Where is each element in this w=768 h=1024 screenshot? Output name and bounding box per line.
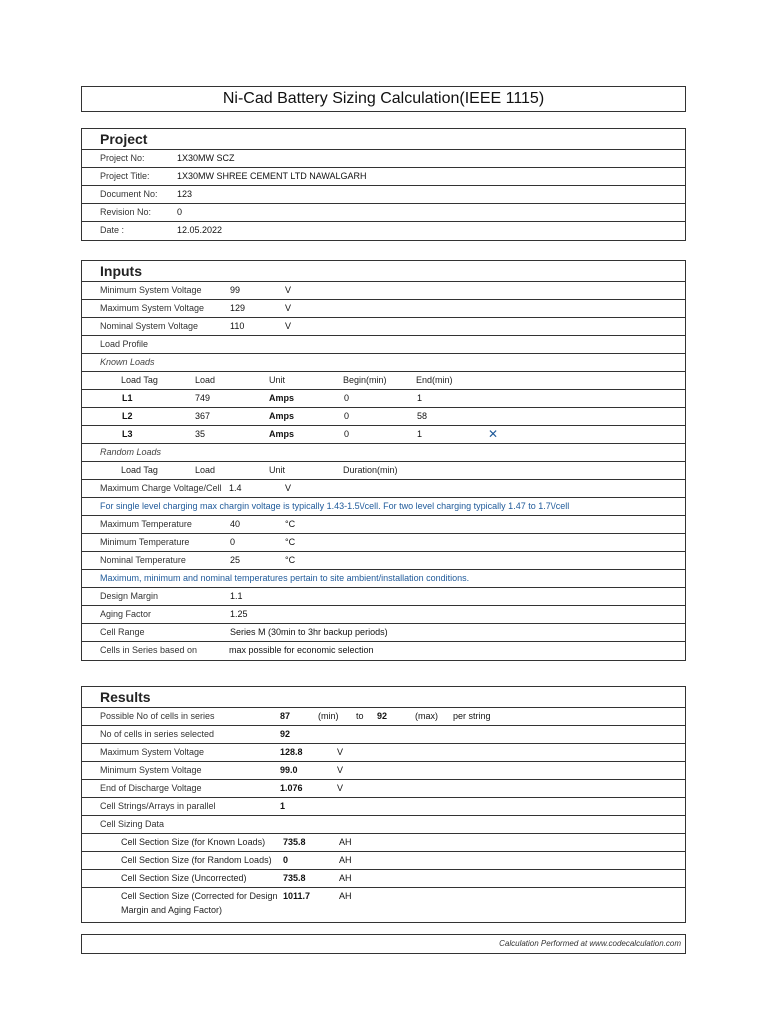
max-temperature-row xyxy=(82,516,685,534)
uncorrected-size-value: 735.8 xyxy=(283,873,306,883)
corrected-size-unit: AH xyxy=(339,891,352,901)
date-row xyxy=(82,222,685,240)
corrected-size-label-line2: Margin and Aging Factor) xyxy=(121,905,223,915)
revision-no-label: Revision No: xyxy=(100,207,152,217)
project-no-row xyxy=(82,150,685,168)
cells-selected-value: 92 xyxy=(280,729,291,739)
design-margin-label: Design Margin xyxy=(100,591,159,601)
document-no-label: Document No: xyxy=(100,189,158,199)
cells-series-select[interactable]: max possible for economic selection xyxy=(229,645,374,655)
min-system-voltage-label: Minimum System Voltage xyxy=(100,285,202,295)
strings-label: Cell Strings/Arrays in parallel xyxy=(100,801,216,811)
project-heading: Project xyxy=(82,129,685,150)
revision-no-value: 0 xyxy=(177,207,183,217)
random-size-row xyxy=(82,852,685,870)
known-loads-header-unit: Unit xyxy=(269,375,286,385)
cells-selected-row xyxy=(82,726,685,744)
cells-series-row xyxy=(82,642,685,660)
footer-credit: Calculation Performed at www.codecalculation.com xyxy=(81,934,686,954)
known-load-tag[interactable]: L3 xyxy=(122,429,133,439)
known-load-tag[interactable]: L2 xyxy=(122,411,133,421)
aging-factor-row xyxy=(82,606,685,624)
known-load-unit[interactable]: Amps xyxy=(269,429,295,439)
max-system-voltage-label: Maximum System Voltage xyxy=(100,303,205,313)
result-max-voltage-row xyxy=(82,744,685,762)
possible-cells-min: 87 xyxy=(280,711,291,721)
nom-temperature-row xyxy=(82,552,685,570)
date-value: 12.05.2022 xyxy=(177,225,223,235)
revision-no-row xyxy=(82,204,685,222)
min-temperature-value[interactable]: 0 xyxy=(230,537,236,547)
max-charge-voltage-row xyxy=(82,480,685,498)
sizing-data-row xyxy=(82,816,685,834)
max-system-voltage-row xyxy=(82,300,685,318)
random-loads-header-tag: Load Tag xyxy=(121,465,158,475)
eod-voltage-unit: V xyxy=(337,783,344,793)
max-charge-voltage-value[interactable]: 1.4 xyxy=(229,483,242,493)
known-load-row xyxy=(82,390,685,408)
known-load-row xyxy=(82,426,685,444)
known-loads-header-tag: Load Tag xyxy=(121,375,158,385)
known-load-begin[interactable]: 0 xyxy=(344,429,350,439)
max-system-voltage-value[interactable]: 129 xyxy=(230,303,246,313)
max-charge-voltage-unit: V xyxy=(285,483,292,493)
min-temperature-unit: °C xyxy=(285,537,296,547)
project-title-value: 1X30MW SHREE CEMENT LTD NAWALGARH xyxy=(177,171,367,181)
cell-range-row xyxy=(82,624,685,642)
corrected-size-label-line1: Cell Section Size (Corrected for Design xyxy=(121,891,278,901)
result-min-voltage-row xyxy=(82,762,685,780)
known-load-end[interactable]: 1 xyxy=(417,393,423,403)
cell-range-select[interactable]: Series M (30min to 3hr backup periods) xyxy=(230,627,388,637)
result-min-voltage-unit: V xyxy=(337,765,344,775)
possible-cells-label: Possible No of cells in series xyxy=(100,711,215,721)
nom-system-voltage-value[interactable]: 110 xyxy=(230,321,245,331)
nom-temperature-unit: °C xyxy=(285,555,296,565)
possible-cells-to: to xyxy=(356,711,364,721)
min-system-voltage-value[interactable]: 99 xyxy=(230,285,241,295)
inputs-section xyxy=(81,260,686,661)
delete-row-icon[interactable]: ✕ xyxy=(488,427,499,441)
known-loads-header-load: Load xyxy=(195,375,216,385)
known-load-value[interactable]: 749 xyxy=(195,393,211,403)
date-label: Date : xyxy=(100,225,125,235)
max-temperature-value[interactable]: 40 xyxy=(230,519,241,529)
temperature-note-row xyxy=(82,570,685,588)
project-section xyxy=(81,128,686,241)
nom-system-voltage-unit: V xyxy=(285,321,292,331)
result-min-voltage-value: 99.0 xyxy=(280,765,298,775)
known-load-tag[interactable]: L1 xyxy=(122,393,133,403)
known-size-value: 735.8 xyxy=(283,837,306,847)
known-load-value[interactable]: 367 xyxy=(195,411,211,421)
eod-voltage-value: 1.076 xyxy=(280,783,303,793)
cells-selected-label: No of cells in series selected xyxy=(100,729,215,739)
random-loads-header-duration: Duration(min) xyxy=(343,465,398,475)
max-system-voltage-unit: V xyxy=(285,303,292,313)
possible-cells-max: 92 xyxy=(377,711,388,721)
project-no-value: 1X30MW SCZ xyxy=(177,153,235,163)
known-loads-label: Known Loads xyxy=(100,357,155,367)
corrected-size-row xyxy=(82,888,685,922)
eod-voltage-label: End of Discharge Voltage xyxy=(100,783,202,793)
random-size-label: Cell Section Size (for Random Loads) xyxy=(121,855,272,865)
known-load-begin[interactable]: 0 xyxy=(344,393,350,403)
known-loads-header-begin: Begin(min) xyxy=(343,375,387,385)
cell-range-label: Cell Range xyxy=(100,627,145,637)
aging-factor-value[interactable]: 1.25 xyxy=(230,609,248,619)
result-max-voltage-label: Maximum System Voltage xyxy=(100,747,205,757)
random-loads-header-row xyxy=(82,462,685,480)
uncorrected-size-row xyxy=(82,870,685,888)
document-no-value: 123 xyxy=(177,189,193,199)
design-margin-row xyxy=(82,588,685,606)
known-load-begin[interactable]: 0 xyxy=(344,411,350,421)
random-loads-header-unit: Unit xyxy=(269,465,286,475)
known-load-unit[interactable]: Amps xyxy=(269,411,295,421)
load-profile-label: Load Profile xyxy=(100,339,149,349)
sizing-data-label: Cell Sizing Data xyxy=(100,819,165,829)
results-heading: Results xyxy=(82,687,685,708)
known-load-end[interactable]: 1 xyxy=(417,429,423,439)
max-temperature-label: Maximum Temperature xyxy=(100,519,192,529)
min-temperature-label: Minimum Temperature xyxy=(100,537,190,547)
min-system-voltage-row xyxy=(82,282,685,300)
strings-row xyxy=(82,798,685,816)
random-size-value: 0 xyxy=(283,855,289,865)
cells-series-label: Cells in Series based on xyxy=(100,645,198,655)
known-size-unit: AH xyxy=(339,837,352,847)
project-title-row xyxy=(82,168,685,186)
known-load-row xyxy=(82,408,685,426)
max-charge-voltage-label: Maximum Charge Voltage/Cell xyxy=(100,483,222,493)
temperature-note: Maximum, minimum and nominal temperatures pertain to site ambient/installation conditions. xyxy=(100,573,470,583)
aging-factor-label: Aging Factor xyxy=(100,609,152,619)
result-max-voltage-unit: V xyxy=(337,747,344,757)
result-min-voltage-label: Minimum System Voltage xyxy=(100,765,202,775)
uncorrected-size-unit: AH xyxy=(339,873,352,883)
known-size-row xyxy=(82,834,685,852)
nom-system-voltage-label: Nominal System Voltage xyxy=(100,321,199,331)
known-load-unit[interactable]: Amps xyxy=(269,393,295,403)
nom-temperature-value[interactable]: 25 xyxy=(230,555,241,565)
random-size-unit: AH xyxy=(339,855,352,865)
possible-cells-row xyxy=(82,708,685,726)
uncorrected-size-label: Cell Section Size (Uncorrected) xyxy=(121,873,247,883)
project-title-label: Project Title: xyxy=(100,171,150,181)
known-loads-header-row xyxy=(82,372,685,390)
charge-note: For single level charging max chargin voltage is typically 1.43-1.5\/cell. For two level charging typically 1.47 to 1.7\/cell xyxy=(100,501,570,511)
project-no-label: Project No: xyxy=(100,153,145,163)
min-system-voltage-unit: V xyxy=(285,285,292,295)
load-profile-row xyxy=(82,336,685,354)
known-load-value[interactable]: 35 xyxy=(195,429,206,439)
known-loads-row xyxy=(82,354,685,372)
eod-voltage-row xyxy=(82,780,685,798)
nom-system-voltage-row xyxy=(82,318,685,336)
random-loads-label: Random Loads xyxy=(100,447,162,457)
possible-cells-per: per string xyxy=(453,711,491,721)
charge-note-row xyxy=(82,498,685,516)
nom-temperature-label: Nominal Temperature xyxy=(100,555,186,565)
known-load-end[interactable]: 58 xyxy=(417,411,428,421)
known-size-label: Cell Section Size (for Known Loads) xyxy=(121,837,266,847)
possible-cells-max-unit: (max) xyxy=(415,711,438,721)
max-temperature-unit: °C xyxy=(285,519,296,529)
result-max-voltage-value: 128.8 xyxy=(280,747,303,757)
document-no-row xyxy=(82,186,685,204)
results-section xyxy=(81,686,686,923)
random-loads-row xyxy=(82,444,685,462)
strings-value: 1 xyxy=(280,801,286,811)
inputs-heading: Inputs xyxy=(82,261,685,282)
page-title: Ni-Cad Battery Sizing Calculation(IEEE 1115) xyxy=(81,86,686,112)
known-loads-header-end: End(min) xyxy=(416,375,453,385)
possible-cells-min-unit: (min) xyxy=(318,711,339,721)
min-temperature-row xyxy=(82,534,685,552)
corrected-size-value: 1011.7 xyxy=(283,891,311,901)
random-loads-header-load: Load xyxy=(195,465,216,475)
design-margin-value[interactable]: 1.1 xyxy=(230,591,243,601)
